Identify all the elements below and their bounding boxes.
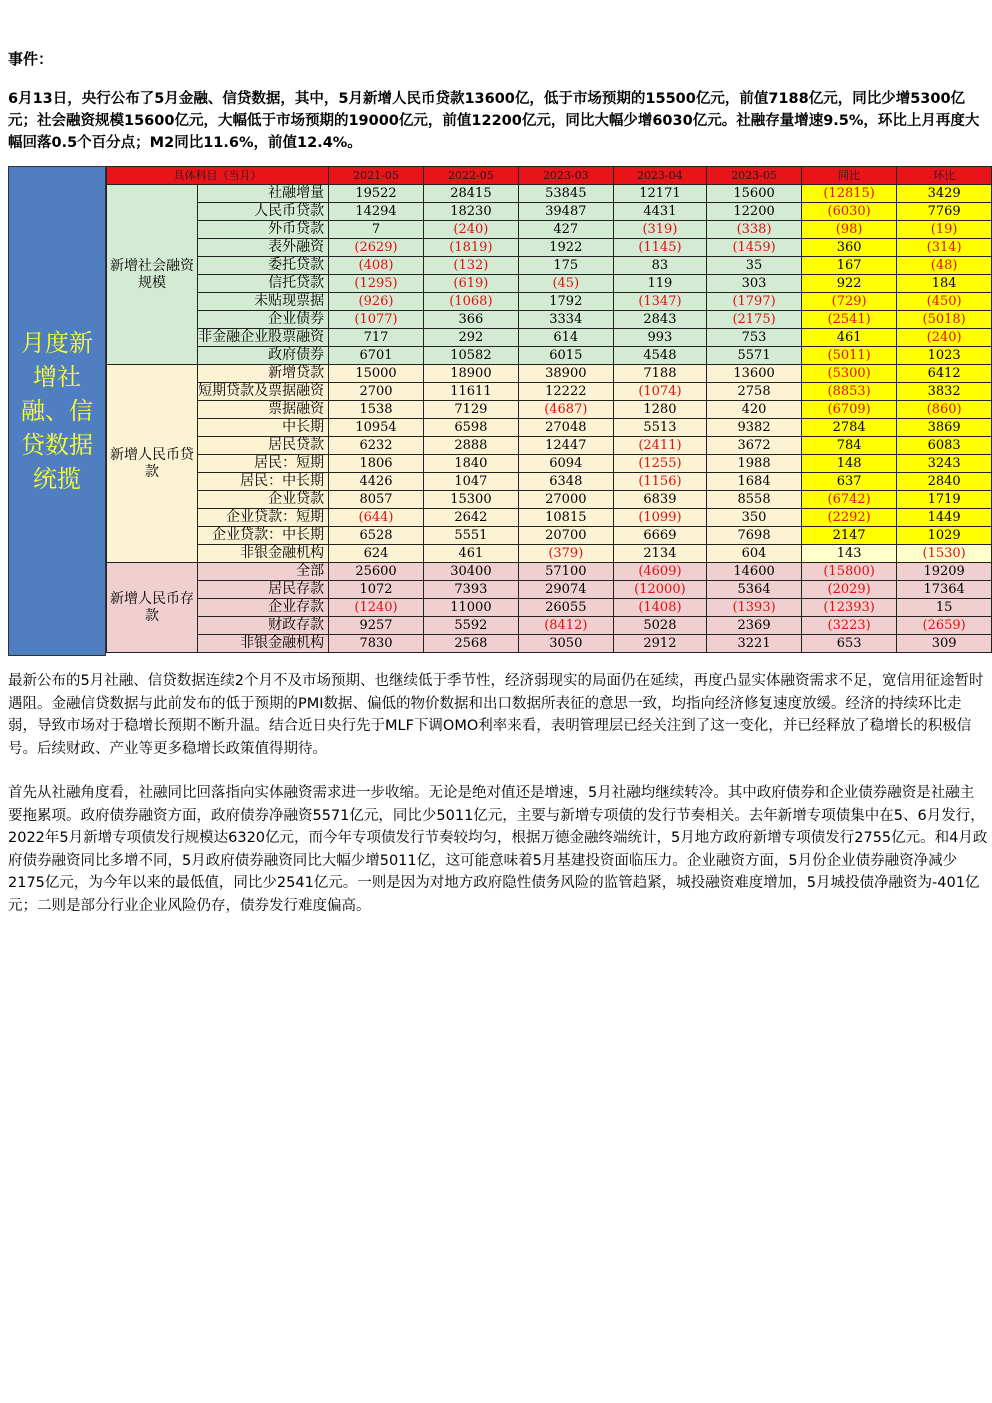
value-cell: 12171 bbox=[613, 185, 706, 203]
value-cell: 12447 bbox=[518, 437, 613, 455]
table-row bbox=[107, 311, 992, 329]
change-cell: 653 bbox=[802, 635, 897, 653]
change-cell: (12393) bbox=[802, 599, 897, 617]
change-cell: (1530) bbox=[897, 545, 992, 563]
table-row bbox=[107, 635, 992, 653]
value-cell: 5028 bbox=[613, 617, 706, 635]
table-row bbox=[107, 221, 992, 239]
value-cell: (2175) bbox=[707, 311, 802, 329]
value-cell: (619) bbox=[423, 275, 518, 293]
value-cell: 14294 bbox=[329, 203, 424, 221]
value-cell: 1047 bbox=[423, 473, 518, 491]
row-item-label: 非金融企业股票融资 bbox=[198, 329, 329, 347]
value-cell: 19522 bbox=[329, 185, 424, 203]
value-cell: 604 bbox=[707, 545, 802, 563]
value-cell: 10582 bbox=[423, 347, 518, 365]
value-cell: 2568 bbox=[423, 635, 518, 653]
value-cell: 6348 bbox=[518, 473, 613, 491]
value-cell: 15000 bbox=[329, 365, 424, 383]
value-cell: 10954 bbox=[329, 419, 424, 437]
change-cell: 3429 bbox=[897, 185, 992, 203]
row-item-label: 企业债券 bbox=[198, 311, 329, 329]
value-cell: 12200 bbox=[707, 203, 802, 221]
change-cell: (2541) bbox=[802, 311, 897, 329]
table-row bbox=[107, 581, 992, 599]
value-cell: 6598 bbox=[423, 419, 518, 437]
row-item-label: 信托贷款 bbox=[198, 275, 329, 293]
change-cell: 3832 bbox=[897, 383, 992, 401]
value-cell: (926) bbox=[329, 293, 424, 311]
change-cell: (3223) bbox=[802, 617, 897, 635]
group-label: 新增社会融资规模 bbox=[107, 185, 198, 365]
value-cell: 350 bbox=[707, 509, 802, 527]
value-cell: (1077) bbox=[329, 311, 424, 329]
value-cell: (4609) bbox=[613, 563, 706, 581]
value-cell: (1347) bbox=[613, 293, 706, 311]
table-row bbox=[107, 185, 992, 203]
value-cell: 6015 bbox=[518, 347, 613, 365]
value-cell: 5364 bbox=[707, 581, 802, 599]
value-cell: 26055 bbox=[518, 599, 613, 617]
row-item-label: 企业贷款 bbox=[198, 491, 329, 509]
table-row bbox=[107, 545, 992, 563]
value-cell: 35 bbox=[707, 257, 802, 275]
change-cell: 167 bbox=[802, 257, 897, 275]
value-cell: (1074) bbox=[613, 383, 706, 401]
row-item-label: 居民存款 bbox=[198, 581, 329, 599]
header-cell: 环比 bbox=[897, 167, 992, 185]
change-cell: 17364 bbox=[897, 581, 992, 599]
value-cell: 3221 bbox=[707, 635, 802, 653]
value-cell: 1072 bbox=[329, 581, 424, 599]
value-cell: 2700 bbox=[329, 383, 424, 401]
change-cell: (19) bbox=[897, 221, 992, 239]
change-cell: 148 bbox=[802, 455, 897, 473]
row-item-label: 社融增量 bbox=[198, 185, 329, 203]
change-cell: 19209 bbox=[897, 563, 992, 581]
change-cell: (15800) bbox=[802, 563, 897, 581]
value-cell: 717 bbox=[329, 329, 424, 347]
row-item-label: 企业贷款：短期 bbox=[198, 509, 329, 527]
value-cell: 4431 bbox=[613, 203, 706, 221]
change-cell: 3243 bbox=[897, 455, 992, 473]
value-cell: (1819) bbox=[423, 239, 518, 257]
value-cell: 6094 bbox=[518, 455, 613, 473]
change-cell: (860) bbox=[897, 401, 992, 419]
header-cell: 2023-04 bbox=[613, 167, 706, 185]
value-cell: 3050 bbox=[518, 635, 613, 653]
value-cell: (1408) bbox=[613, 599, 706, 617]
value-cell: 9257 bbox=[329, 617, 424, 635]
value-cell: 2758 bbox=[707, 383, 802, 401]
change-cell: (5300) bbox=[802, 365, 897, 383]
value-cell: 614 bbox=[518, 329, 613, 347]
change-cell: 143 bbox=[802, 545, 897, 563]
value-cell: 6669 bbox=[613, 527, 706, 545]
value-cell: 11611 bbox=[423, 383, 518, 401]
header-cell: 2023-05 bbox=[707, 167, 802, 185]
value-cell: 6232 bbox=[329, 437, 424, 455]
value-cell: (12000) bbox=[613, 581, 706, 599]
change-cell: 7769 bbox=[897, 203, 992, 221]
value-cell: 7 bbox=[329, 221, 424, 239]
table-row bbox=[107, 401, 992, 419]
table-row bbox=[107, 329, 992, 347]
change-cell: (98) bbox=[802, 221, 897, 239]
value-cell: (1099) bbox=[613, 509, 706, 527]
change-cell: 1029 bbox=[897, 527, 992, 545]
change-cell: (6742) bbox=[802, 491, 897, 509]
value-cell: 38900 bbox=[518, 365, 613, 383]
change-cell: 309 bbox=[897, 635, 992, 653]
value-cell: 15600 bbox=[707, 185, 802, 203]
table-row bbox=[107, 455, 992, 473]
change-cell: 1023 bbox=[897, 347, 992, 365]
value-cell: (408) bbox=[329, 257, 424, 275]
row-item-label: 票据融资 bbox=[198, 401, 329, 419]
header-cell: 2023-03 bbox=[518, 167, 613, 185]
change-cell: 360 bbox=[802, 239, 897, 257]
row-item-label: 政府债券 bbox=[198, 347, 329, 365]
paragraph-2: 首先从社融角度看，社融同比回落指向实体融资需求进一步收缩。无论是绝对值还是增速，5月社融均继续转冷。其中政府债券和企业债券融资是社融主要拖累项。政府债券融资方面，政府债券净融资5571亿元，同比少5011亿元，主要与新增专项债的发行节奏相关。去年新增专项债集中在5、6月发行，2022年5月新增专项债发行规模达6320亿元，而今年专项债发行节奏较均匀，根据万德金融终端统计，5月地方政府新增专项债发行2755亿元。和4月政府债券融资同比多增不同，5月政府债券融资同比大幅少增5011亿，这可能意味着5月基建投资面临压力。企业融资方面，5月份企业债券融资净减少2175亿元，为今年以来的最低值，同比少2541亿元。一则是因为对地方政府隐性债务风险的监管趋紧，城投融资难度增加，5月城投债净融资为-401亿元；二则是部分行业企业风险仍存，债券发行难度偏高。 bbox=[8, 785, 988, 914]
change-cell: 2840 bbox=[897, 473, 992, 491]
value-cell: 5551 bbox=[423, 527, 518, 545]
value-cell: 25600 bbox=[329, 563, 424, 581]
value-cell: 18230 bbox=[423, 203, 518, 221]
value-cell: (240) bbox=[423, 221, 518, 239]
table-row bbox=[107, 509, 992, 527]
value-cell: 420 bbox=[707, 401, 802, 419]
value-cell: 8558 bbox=[707, 491, 802, 509]
value-cell: 2888 bbox=[423, 437, 518, 455]
table-row bbox=[107, 599, 992, 617]
value-cell: (45) bbox=[518, 275, 613, 293]
value-cell: 9382 bbox=[707, 419, 802, 437]
value-cell: 303 bbox=[707, 275, 802, 293]
event-heading: 事件： bbox=[8, 50, 54, 68]
table-row bbox=[107, 239, 992, 257]
value-cell: 624 bbox=[329, 545, 424, 563]
change-cell: (2292) bbox=[802, 509, 897, 527]
table-row bbox=[107, 275, 992, 293]
value-cell: 4548 bbox=[613, 347, 706, 365]
value-cell: 12222 bbox=[518, 383, 613, 401]
change-cell: (729) bbox=[802, 293, 897, 311]
row-item-label: 企业存款 bbox=[198, 599, 329, 617]
row-item-label: 非银金融机构 bbox=[198, 545, 329, 563]
value-cell: 10815 bbox=[518, 509, 613, 527]
value-cell: (1255) bbox=[613, 455, 706, 473]
change-cell: (450) bbox=[897, 293, 992, 311]
table-row bbox=[107, 491, 992, 509]
change-cell: (314) bbox=[897, 239, 992, 257]
value-cell: (1459) bbox=[707, 239, 802, 257]
change-cell: (5018) bbox=[897, 311, 992, 329]
value-cell: (2411) bbox=[613, 437, 706, 455]
change-cell: (5011) bbox=[802, 347, 897, 365]
table-row bbox=[107, 527, 992, 545]
value-cell: 5592 bbox=[423, 617, 518, 635]
value-cell: 1538 bbox=[329, 401, 424, 419]
table-row bbox=[107, 365, 992, 383]
value-cell: 292 bbox=[423, 329, 518, 347]
financial-data-table bbox=[106, 166, 992, 653]
value-cell: 28415 bbox=[423, 185, 518, 203]
value-cell: 461 bbox=[423, 545, 518, 563]
value-cell: (132) bbox=[423, 257, 518, 275]
row-item-label: 居民：短期 bbox=[198, 455, 329, 473]
row-item-label: 新增贷款 bbox=[198, 365, 329, 383]
change-cell: (2659) bbox=[897, 617, 992, 635]
value-cell: 1840 bbox=[423, 455, 518, 473]
value-cell: 1280 bbox=[613, 401, 706, 419]
change-cell: (48) bbox=[897, 257, 992, 275]
table-row bbox=[107, 437, 992, 455]
value-cell: 427 bbox=[518, 221, 613, 239]
value-cell: 8057 bbox=[329, 491, 424, 509]
side-title: 月度新增社融、信贷数据统揽 bbox=[21, 329, 93, 493]
value-cell: 7129 bbox=[423, 401, 518, 419]
value-cell: 11000 bbox=[423, 599, 518, 617]
value-cell: 30400 bbox=[423, 563, 518, 581]
change-cell: (2029) bbox=[802, 581, 897, 599]
row-item-label: 表外融资 bbox=[198, 239, 329, 257]
change-cell: 784 bbox=[802, 437, 897, 455]
side-title-panel bbox=[8, 166, 106, 656]
value-cell: 1922 bbox=[518, 239, 613, 257]
value-cell: 3672 bbox=[707, 437, 802, 455]
group-label: 新增人民币贷款 bbox=[107, 365, 198, 563]
value-cell: 7830 bbox=[329, 635, 424, 653]
change-cell: 922 bbox=[802, 275, 897, 293]
value-cell: 993 bbox=[613, 329, 706, 347]
change-cell: 6412 bbox=[897, 365, 992, 383]
change-cell: (6709) bbox=[802, 401, 897, 419]
value-cell: 39487 bbox=[518, 203, 613, 221]
table-row bbox=[107, 293, 992, 311]
value-cell: 4426 bbox=[329, 473, 424, 491]
value-cell: 20700 bbox=[518, 527, 613, 545]
value-cell: (4687) bbox=[518, 401, 613, 419]
row-item-label: 外币贷款 bbox=[198, 221, 329, 239]
value-cell: 14600 bbox=[707, 563, 802, 581]
paragraph-1: 最新公布的5月社融、信贷数据连续2个月不及市场预期、也继续低于季节性，经济弱现实的局面仍在延续，再度凸显实体融资需求不足，宽信用征途暂时遇阻。金融信贷数据与此前发布的低于预期的PMI数据、偏低的物价数据和出口数据所表征的意思一致，均指向经济修复速度放缓。经济的持续环比走弱，导致市场对于稳增长预期不断升温。结合近日央行先于MLF下调OMO利率来看，表明管理层已经关注到了这一变化，并已经释放了稳增长的积极信号。后续财政、产业等更多稳增长政策值得期待。 bbox=[8, 673, 984, 757]
table-row bbox=[107, 473, 992, 491]
change-cell: 15 bbox=[897, 599, 992, 617]
value-cell: (2629) bbox=[329, 239, 424, 257]
table-row bbox=[107, 617, 992, 635]
table-row bbox=[107, 203, 992, 221]
value-cell: (319) bbox=[613, 221, 706, 239]
value-cell: 2134 bbox=[613, 545, 706, 563]
header-cell: 具体科目（当月） bbox=[107, 167, 329, 185]
value-cell: 3334 bbox=[518, 311, 613, 329]
value-cell: 2912 bbox=[613, 635, 706, 653]
value-cell: (644) bbox=[329, 509, 424, 527]
row-item-label: 短期贷款及票据融资 bbox=[198, 383, 329, 401]
value-cell: (1156) bbox=[613, 473, 706, 491]
value-cell: 18900 bbox=[423, 365, 518, 383]
row-item-label: 中长期 bbox=[198, 419, 329, 437]
value-cell: 2369 bbox=[707, 617, 802, 635]
value-cell: 53845 bbox=[518, 185, 613, 203]
value-cell: 7393 bbox=[423, 581, 518, 599]
value-cell: 57100 bbox=[518, 563, 613, 581]
value-cell: 753 bbox=[707, 329, 802, 347]
change-cell: 3869 bbox=[897, 419, 992, 437]
value-cell: (1145) bbox=[613, 239, 706, 257]
value-cell: 6839 bbox=[613, 491, 706, 509]
value-cell: 366 bbox=[423, 311, 518, 329]
value-cell: 2843 bbox=[613, 311, 706, 329]
change-cell: 6083 bbox=[897, 437, 992, 455]
change-cell: 637 bbox=[802, 473, 897, 491]
table-row bbox=[107, 563, 992, 581]
change-cell: 184 bbox=[897, 275, 992, 293]
header-cell: 2022-05 bbox=[423, 167, 518, 185]
value-cell: (1393) bbox=[707, 599, 802, 617]
value-cell: 2642 bbox=[423, 509, 518, 527]
value-cell: 5571 bbox=[707, 347, 802, 365]
value-cell: (1240) bbox=[329, 599, 424, 617]
row-item-label: 未贴现票据 bbox=[198, 293, 329, 311]
group-label: 新增人民币存款 bbox=[107, 563, 198, 653]
change-cell: (8853) bbox=[802, 383, 897, 401]
header-cell: 同比 bbox=[802, 167, 897, 185]
value-cell: 5513 bbox=[613, 419, 706, 437]
row-item-label: 委托贷款 bbox=[198, 257, 329, 275]
change-cell: 1719 bbox=[897, 491, 992, 509]
row-item-label: 居民贷款 bbox=[198, 437, 329, 455]
value-cell: 7698 bbox=[707, 527, 802, 545]
lead-paragraph: 6月13日，央行公布了5月金融、信贷数据，其中，5月新增人民币贷款13600亿，低于市场预期的15500亿元，前值7188亿元，同比少增5300亿元；社会融资规模15600亿元，大幅低于市场预期的19000亿元，前值12200亿元，同比大幅少增6030亿元。社融存量增速9.5%，环比上月再度大幅回落0.5个百分点；M2同比11.6%，前值12.4%。 bbox=[8, 91, 980, 151]
change-cell: 461 bbox=[802, 329, 897, 347]
table-header-row bbox=[107, 167, 992, 185]
value-cell: (1295) bbox=[329, 275, 424, 293]
row-item-label: 财政存款 bbox=[198, 617, 329, 635]
row-item-label: 企业贷款：中长期 bbox=[198, 527, 329, 545]
change-cell: (12815) bbox=[802, 185, 897, 203]
value-cell: 1988 bbox=[707, 455, 802, 473]
change-cell: (240) bbox=[897, 329, 992, 347]
value-cell: 29074 bbox=[518, 581, 613, 599]
change-cell: 2784 bbox=[802, 419, 897, 437]
table-row bbox=[107, 257, 992, 275]
row-item-label: 全部 bbox=[198, 563, 329, 581]
value-cell: 1792 bbox=[518, 293, 613, 311]
change-cell: (6030) bbox=[802, 203, 897, 221]
value-cell: 1684 bbox=[707, 473, 802, 491]
table-row bbox=[107, 347, 992, 365]
row-item-label: 人民币贷款 bbox=[198, 203, 329, 221]
header-cell: 2021-05 bbox=[329, 167, 424, 185]
table-row bbox=[107, 419, 992, 437]
value-cell: (379) bbox=[518, 545, 613, 563]
row-item-label: 居民：中长期 bbox=[198, 473, 329, 491]
value-cell: 27048 bbox=[518, 419, 613, 437]
value-cell: 27000 bbox=[518, 491, 613, 509]
value-cell: 83 bbox=[613, 257, 706, 275]
value-cell: 6701 bbox=[329, 347, 424, 365]
value-cell: (1797) bbox=[707, 293, 802, 311]
value-cell: (8412) bbox=[518, 617, 613, 635]
data-table-figure bbox=[8, 166, 992, 656]
value-cell: 6528 bbox=[329, 527, 424, 545]
change-cell: 2147 bbox=[802, 527, 897, 545]
value-cell: 13600 bbox=[707, 365, 802, 383]
value-cell: 7188 bbox=[613, 365, 706, 383]
change-cell: 1449 bbox=[897, 509, 992, 527]
row-item-label: 非银金融机构 bbox=[198, 635, 329, 653]
value-cell: 1806 bbox=[329, 455, 424, 473]
value-cell: (1068) bbox=[423, 293, 518, 311]
value-cell: 15300 bbox=[423, 491, 518, 509]
value-cell: (338) bbox=[707, 221, 802, 239]
table-row bbox=[107, 383, 992, 401]
value-cell: 119 bbox=[613, 275, 706, 293]
value-cell: 175 bbox=[518, 257, 613, 275]
